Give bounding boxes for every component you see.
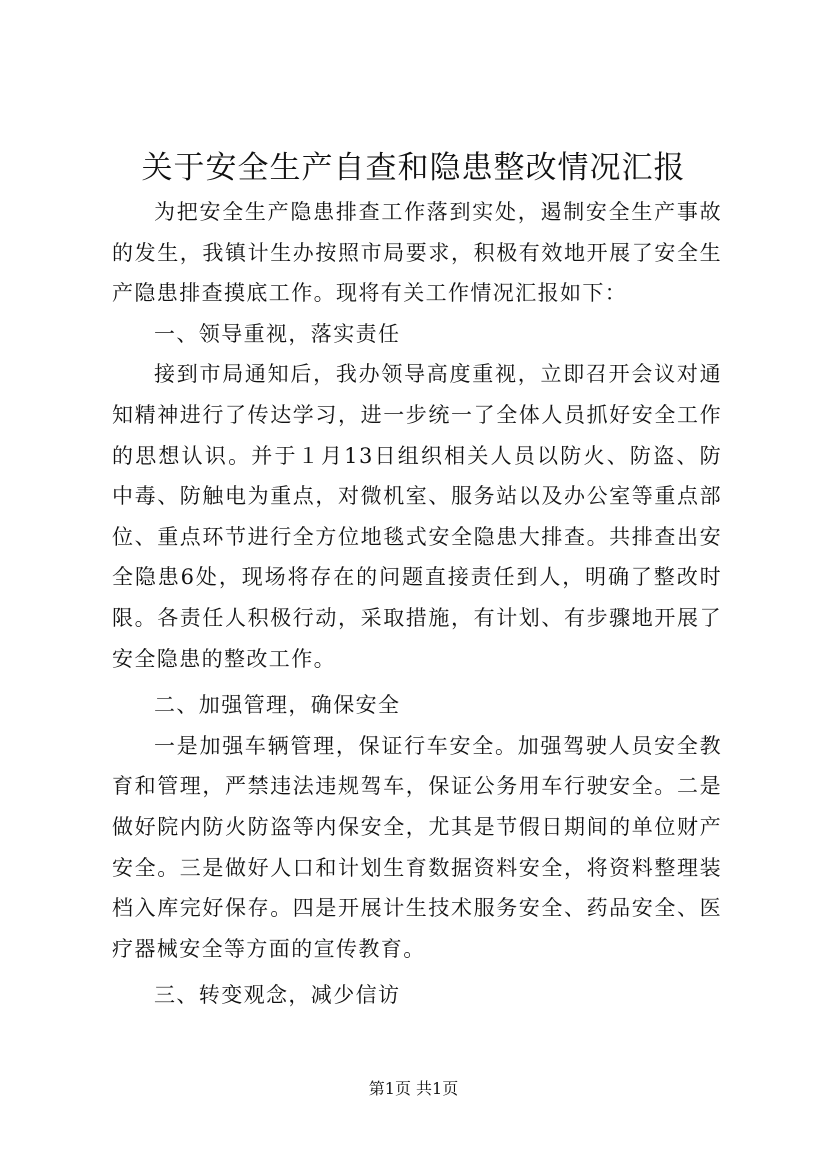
section-2-paragraph: 一是加强车辆管理，保证行车安全。加强驾驶人员安全教育和管理，严禁违法违规驾车，保证公务用车行驶安全。二是做好院内防火防盗等内保安全，尤其是节假日期间的单位财产安全。三是做好人口和计划生育数据资料安全，将资料整理装档入库完好保存。四是开展计生技术服务安全、药品安全、医疗器械安全等方面的宣传教育。 [112,733,722,961]
document-body [112,192,722,1016]
document-title: 关于安全生产自查和隐患整改情况汇报 [141,150,686,186]
section-1-paragraph: 接到市局通知后，我办领导高度重视，立即召开会议对通知精神进行了传达学习，进一步统一了全体人员抓好安全工作的思想认识。并于１月13日组织相关人员以防火、防盗、防中毒、防触电为重点，对微机室、服务站以及办公室等重点部位、重点环节进行全方位地毯式安全隐患大排查。共排查出安全隐患6处，现场将存在的问题直接责任到人，明确了整改时限。各责任人积极行动，采取措施，有计划、有步骤地开展了安全隐患的整改工作。 [112,362,722,671]
intro-paragraph: 为把安全生产隐患排查工作落到实处，遏制安全生产事故的发生，我镇计生办按照市局要求，积极有效地开展了安全生产隐患排查摸底工作。现将有关工作情况汇报如下： [112,200,722,306]
section-2-heading: 二、加强管理，确保安全 [154,693,401,718]
section-1-heading: 一、领导重视，落实责任 [154,321,401,346]
page-number-footer: 第1页 共1页 [368,1079,459,1098]
section-3-heading: 三、转变观念，减少信访 [154,983,401,1008]
